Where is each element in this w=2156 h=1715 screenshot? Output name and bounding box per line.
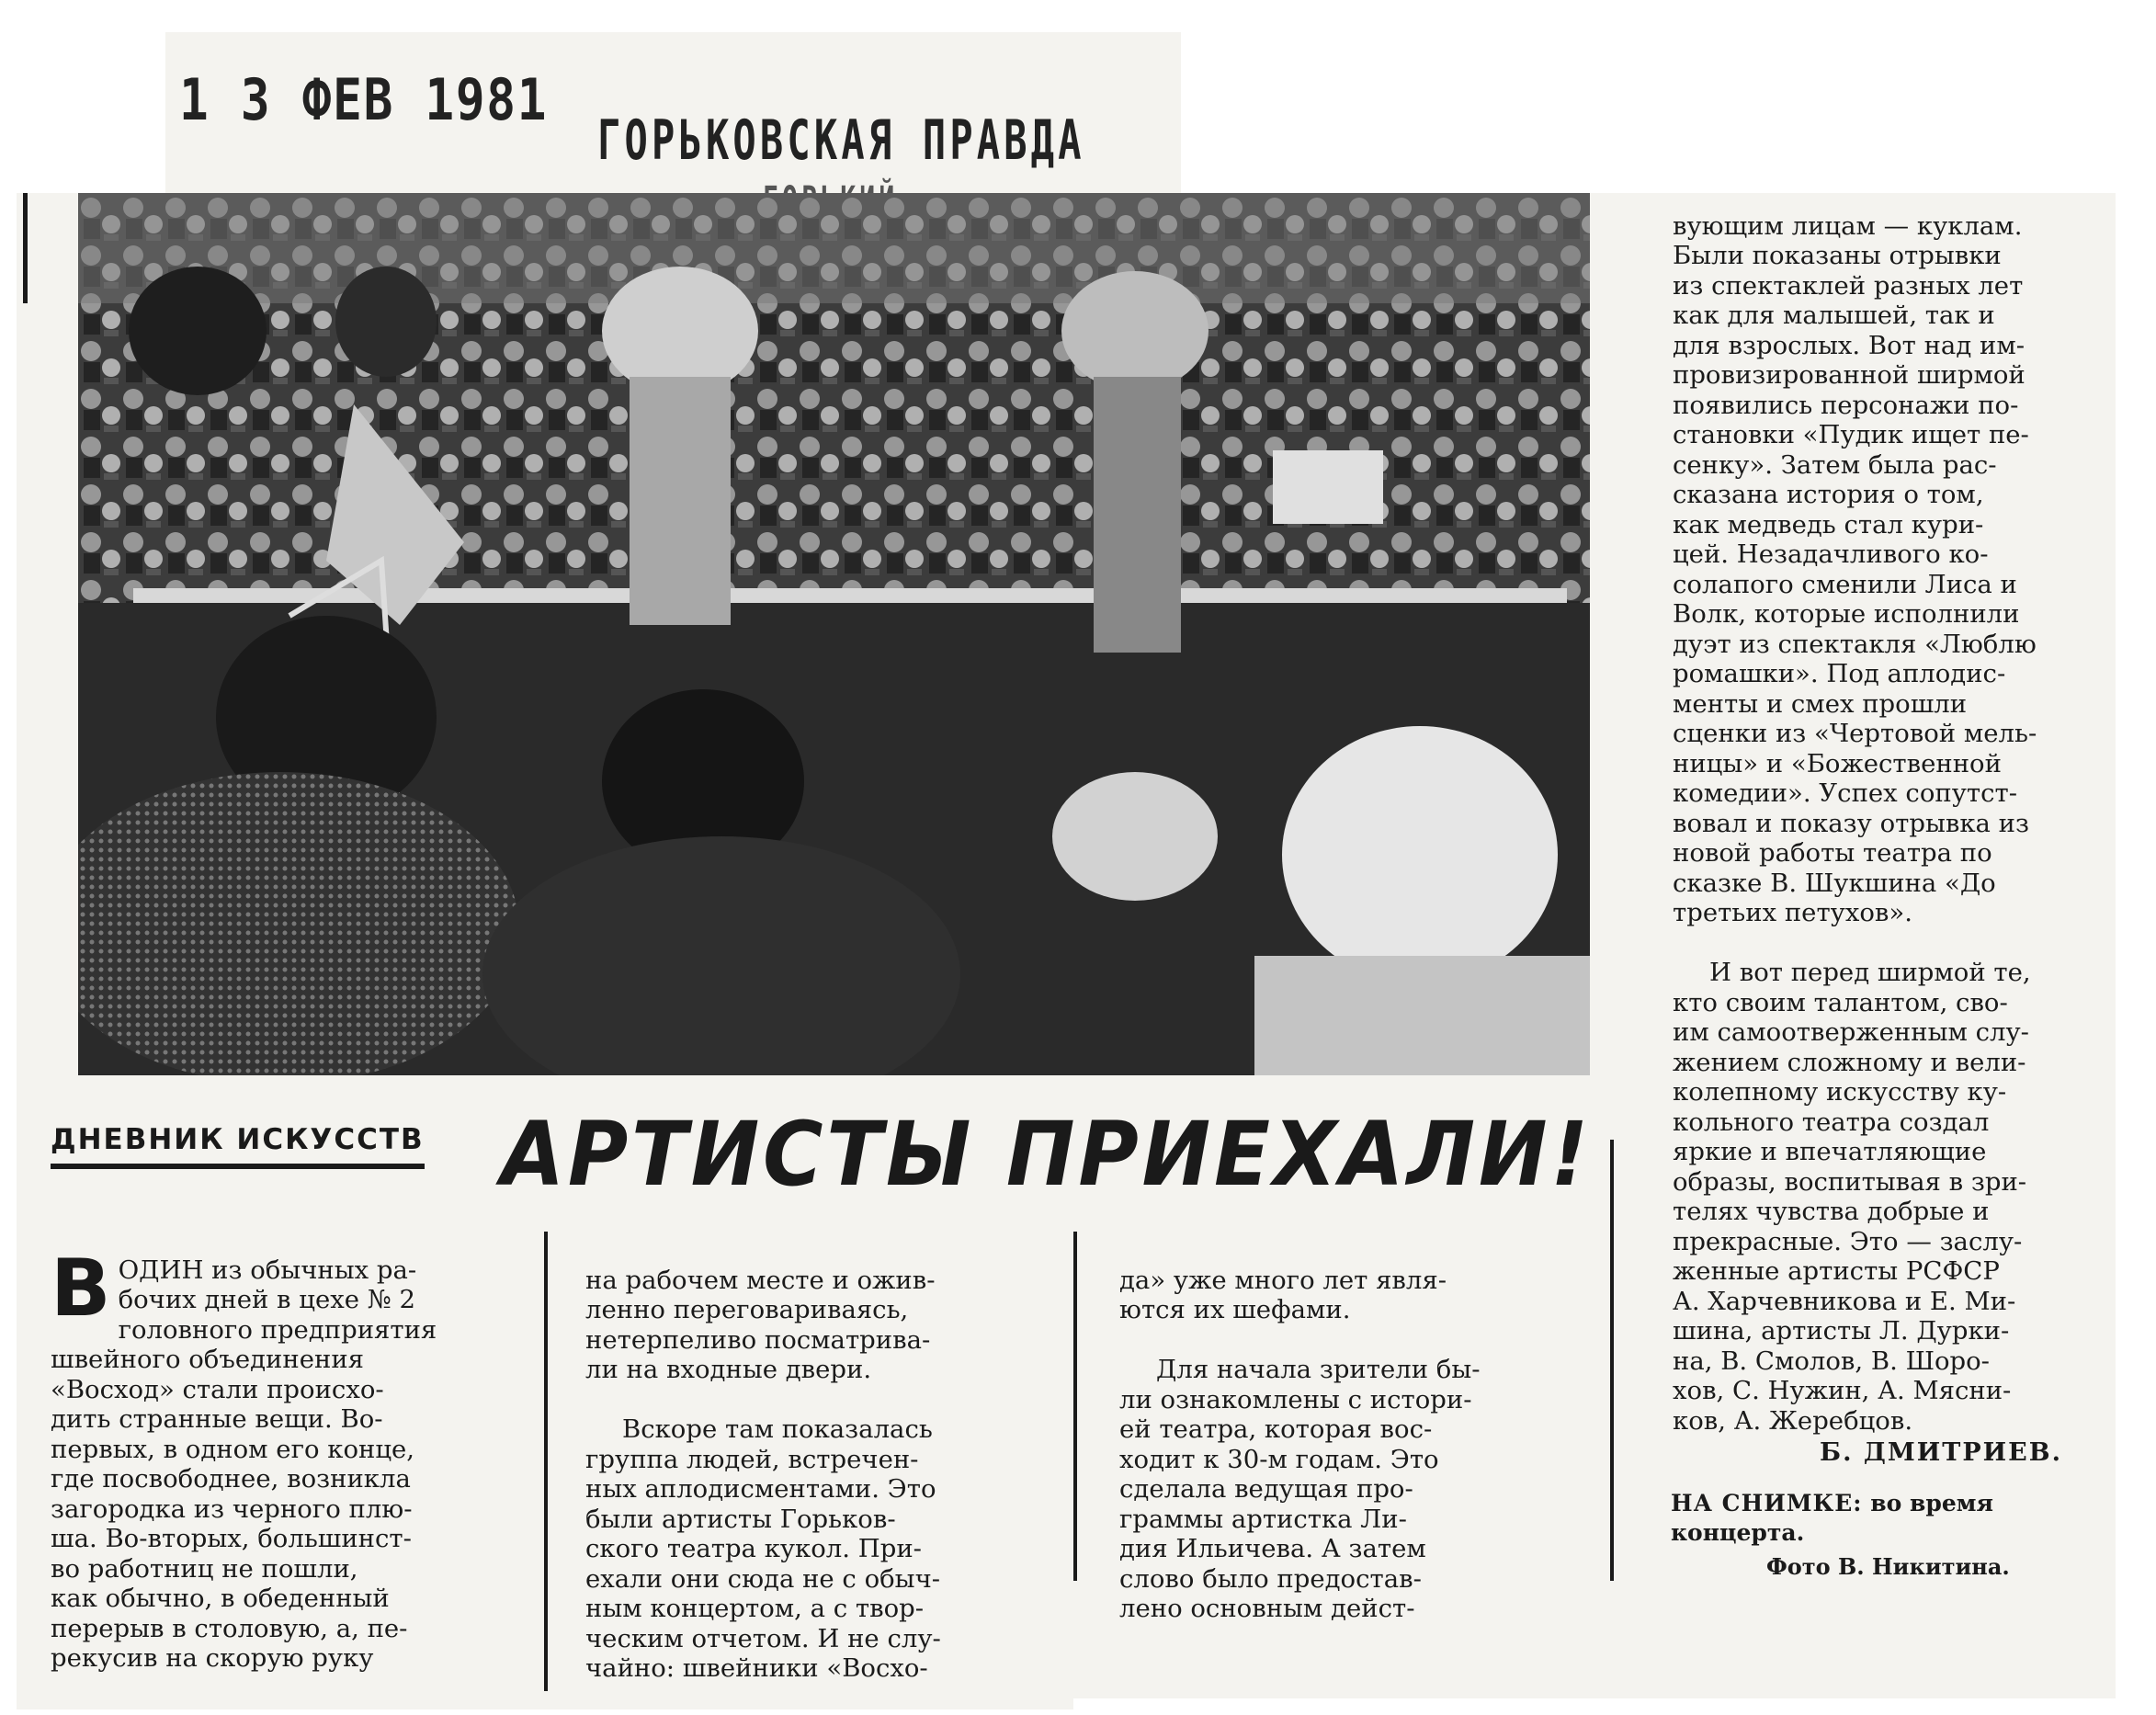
article-paragraph: Вскоре там показалась группа людей, встречен- ных аплодисментами. Это были артисты Горьков- ского театра кукол. При- ехали они сюда не с обыч- ным концертом, а с твор- ческим отчетом. И не слу- чайно: швейники «Восхо- (585, 1414, 941, 1683)
section-rubric: ДНЕВНИК ИСКУССТВ (51, 1123, 425, 1169)
article-column-3 (1119, 1235, 1560, 1653)
drop-cap: В (51, 1242, 111, 1335)
article-paragraph: ОДИН из обычных ра- бочих дней в цехе № 2 головного предприятия швейного объединения «Восход» стали происхо- дить странные вещи. Во- первых, в одном его конце, где посвободнее, возникла загородка из черного плю- ша. Во-вторых, большинст- во работниц не пошли, как обычно, в обеденный перерыв в столовую, а, пе- рекусив на скорую руку (51, 1255, 437, 1673)
column-rule (1073, 1232, 1077, 1581)
edge-rule (23, 193, 28, 303)
photo-caption (1671, 1489, 2112, 1548)
caption-label: НА СНИМКЕ: (1671, 1490, 1863, 1516)
article-paragraph: да» уже много лет явля- ются их шефами. (1119, 1265, 1447, 1324)
newspaper-name-stamp: ГОРЬКОВСКАЯ ПРАВДА (597, 108, 1085, 173)
article-paragraph: И вот перед ширмой те, кто своим талантом, сво- им самоотверженным слу- жением сложному и вели- колепному искусству ку- кольного театра создал яркие и впечатляющие образы, воспитывая в зри- телях чувства добрые и прекрасные. Это — заслу- женные артисты РСФСР А. Харчевникова и Е. Ми- шина, артисты Л. Дурки- на, В. Смолов, В. Шоро- хов, С. Нужин, А. Мясни- ков, А. Жеребцов. (1673, 958, 2031, 1436)
article-column-2 (585, 1235, 1025, 1713)
column-rule (1610, 1140, 1614, 1581)
article-column-4 (1673, 181, 2112, 1466)
caption-text: во время концерта. (1671, 1490, 1993, 1546)
article-headline: АРТИСТЫ ПРИЕХАЛИ! (501, 1103, 1592, 1206)
concert-photo-illustration (78, 193, 1590, 1075)
article-paragraph: вующим лицам — куклам. Были показаны отрывки из спектаклей разных лет как для малышей, так и для взрослых. Вот над им- провизированной ширмой появились персонажи по- становки «Пудик ищет пе- сенку». Затем была рас- сказана история о том, как медведь стал кури- цей. Незадачливого ко- солапого сменили Лиса и Волк, которые исполнили дуэт из спектакля «Люблю ромашки». Под аплодис- менты и смех прошли сценки из «Чертовой мель- ницы» и «Божественной комедии». Успех сопутст- вовал и показу отрывка из новой работы театра по сказке В. Шукшина «До третьих петухов». (1673, 210, 2037, 927)
column-rule (544, 1232, 548, 1691)
article-paragraph: Для начала зрители бы- ли ознакомлены с истори- ей театра, которая вос- ходит к 30-м годам. Это сделала ведущая про- граммы артистка Ли- дия Ильичева. А затем слово было предостав- лено основным дейст- (1119, 1355, 1481, 1623)
concert-photo (78, 193, 1590, 1075)
article-paragraph: на рабочем месте и ожив- ленно переговариваясь, нетерпеливо посматрива- ли на входные двери. (585, 1265, 936, 1384)
photo-credit: Фото В. Никитина. (1766, 1553, 2010, 1580)
article-column-1 (51, 1225, 510, 1674)
author-signature: Б. ДМИТРИЕВ. (1820, 1438, 2062, 1467)
date-stamp: 1 3 ФЕВ 1981 (179, 66, 549, 133)
